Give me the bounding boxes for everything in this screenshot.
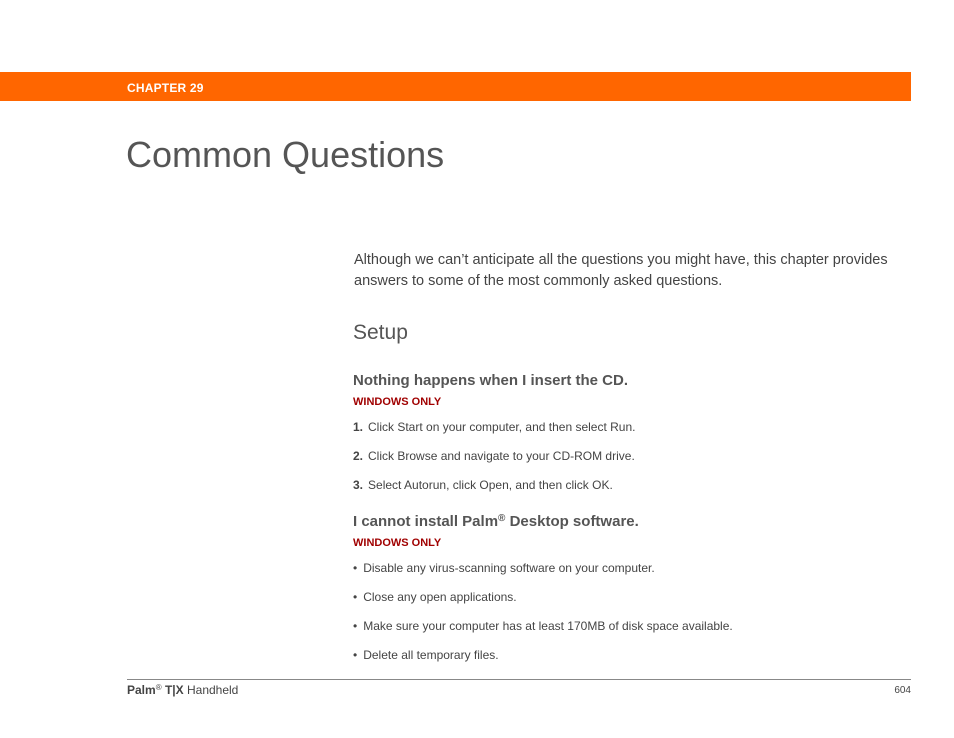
footer-product-name — [127, 683, 238, 697]
bullet-icon: • — [353, 561, 358, 575]
footer-suffix: Handheld — [186, 683, 239, 697]
bullet-icon: • — [353, 590, 358, 604]
bullet-icon: • — [353, 648, 358, 662]
step-item — [353, 419, 635, 435]
bullet-icon: • — [353, 619, 358, 633]
step-number: 3. — [353, 478, 364, 492]
step-number: 2. — [353, 449, 364, 463]
platform-note: WINDOWS ONLY — [353, 396, 442, 408]
registered-mark: ® — [155, 683, 162, 692]
section-heading-setup: Setup — [353, 321, 408, 344]
step-text: Click Browse and navigate to your CD-ROM drive. — [368, 449, 635, 463]
list-item — [353, 618, 733, 634]
list-item-text: Delete all temporary files. — [363, 648, 499, 662]
registered-mark: ® — [498, 513, 506, 524]
step-item — [353, 477, 613, 493]
intro-paragraph: Although we can’t anticipate all the questions you might have, this chapter provides answers to some of the most commonly asked questions. — [354, 252, 888, 289]
step-text: Select Autorun, click Open, and then click OK. — [368, 478, 613, 492]
page-title: Common Questions — [126, 134, 445, 175]
page-number: 604 — [894, 685, 911, 696]
list-item-text: Disable any virus-scanning software on your computer. — [363, 561, 655, 575]
chapter-label: CHAPTER 29 — [127, 81, 204, 95]
question-heading-cd: Nothing happens when I insert the CD. — [353, 372, 629, 389]
step-text: Click Start on your computer, and then select Run. — [368, 420, 636, 434]
footer-divider — [127, 679, 911, 680]
question-heading-install — [353, 512, 639, 532]
list-item — [353, 647, 499, 663]
step-item — [353, 448, 635, 464]
heading-part: Desktop software. — [505, 513, 639, 530]
footer-model: T|X — [164, 683, 184, 697]
platform-note: WINDOWS ONLY — [353, 537, 442, 549]
list-item-text: Make sure your computer has at least 170MB of disk space available. — [363, 619, 733, 633]
heading-part: I cannot install Palm — [353, 513, 499, 530]
list-item — [353, 560, 655, 576]
footer-brand: Palm — [127, 683, 156, 697]
list-item-text: Close any open applications. — [363, 590, 517, 604]
step-number: 1. — [353, 420, 364, 434]
list-item — [353, 589, 517, 605]
